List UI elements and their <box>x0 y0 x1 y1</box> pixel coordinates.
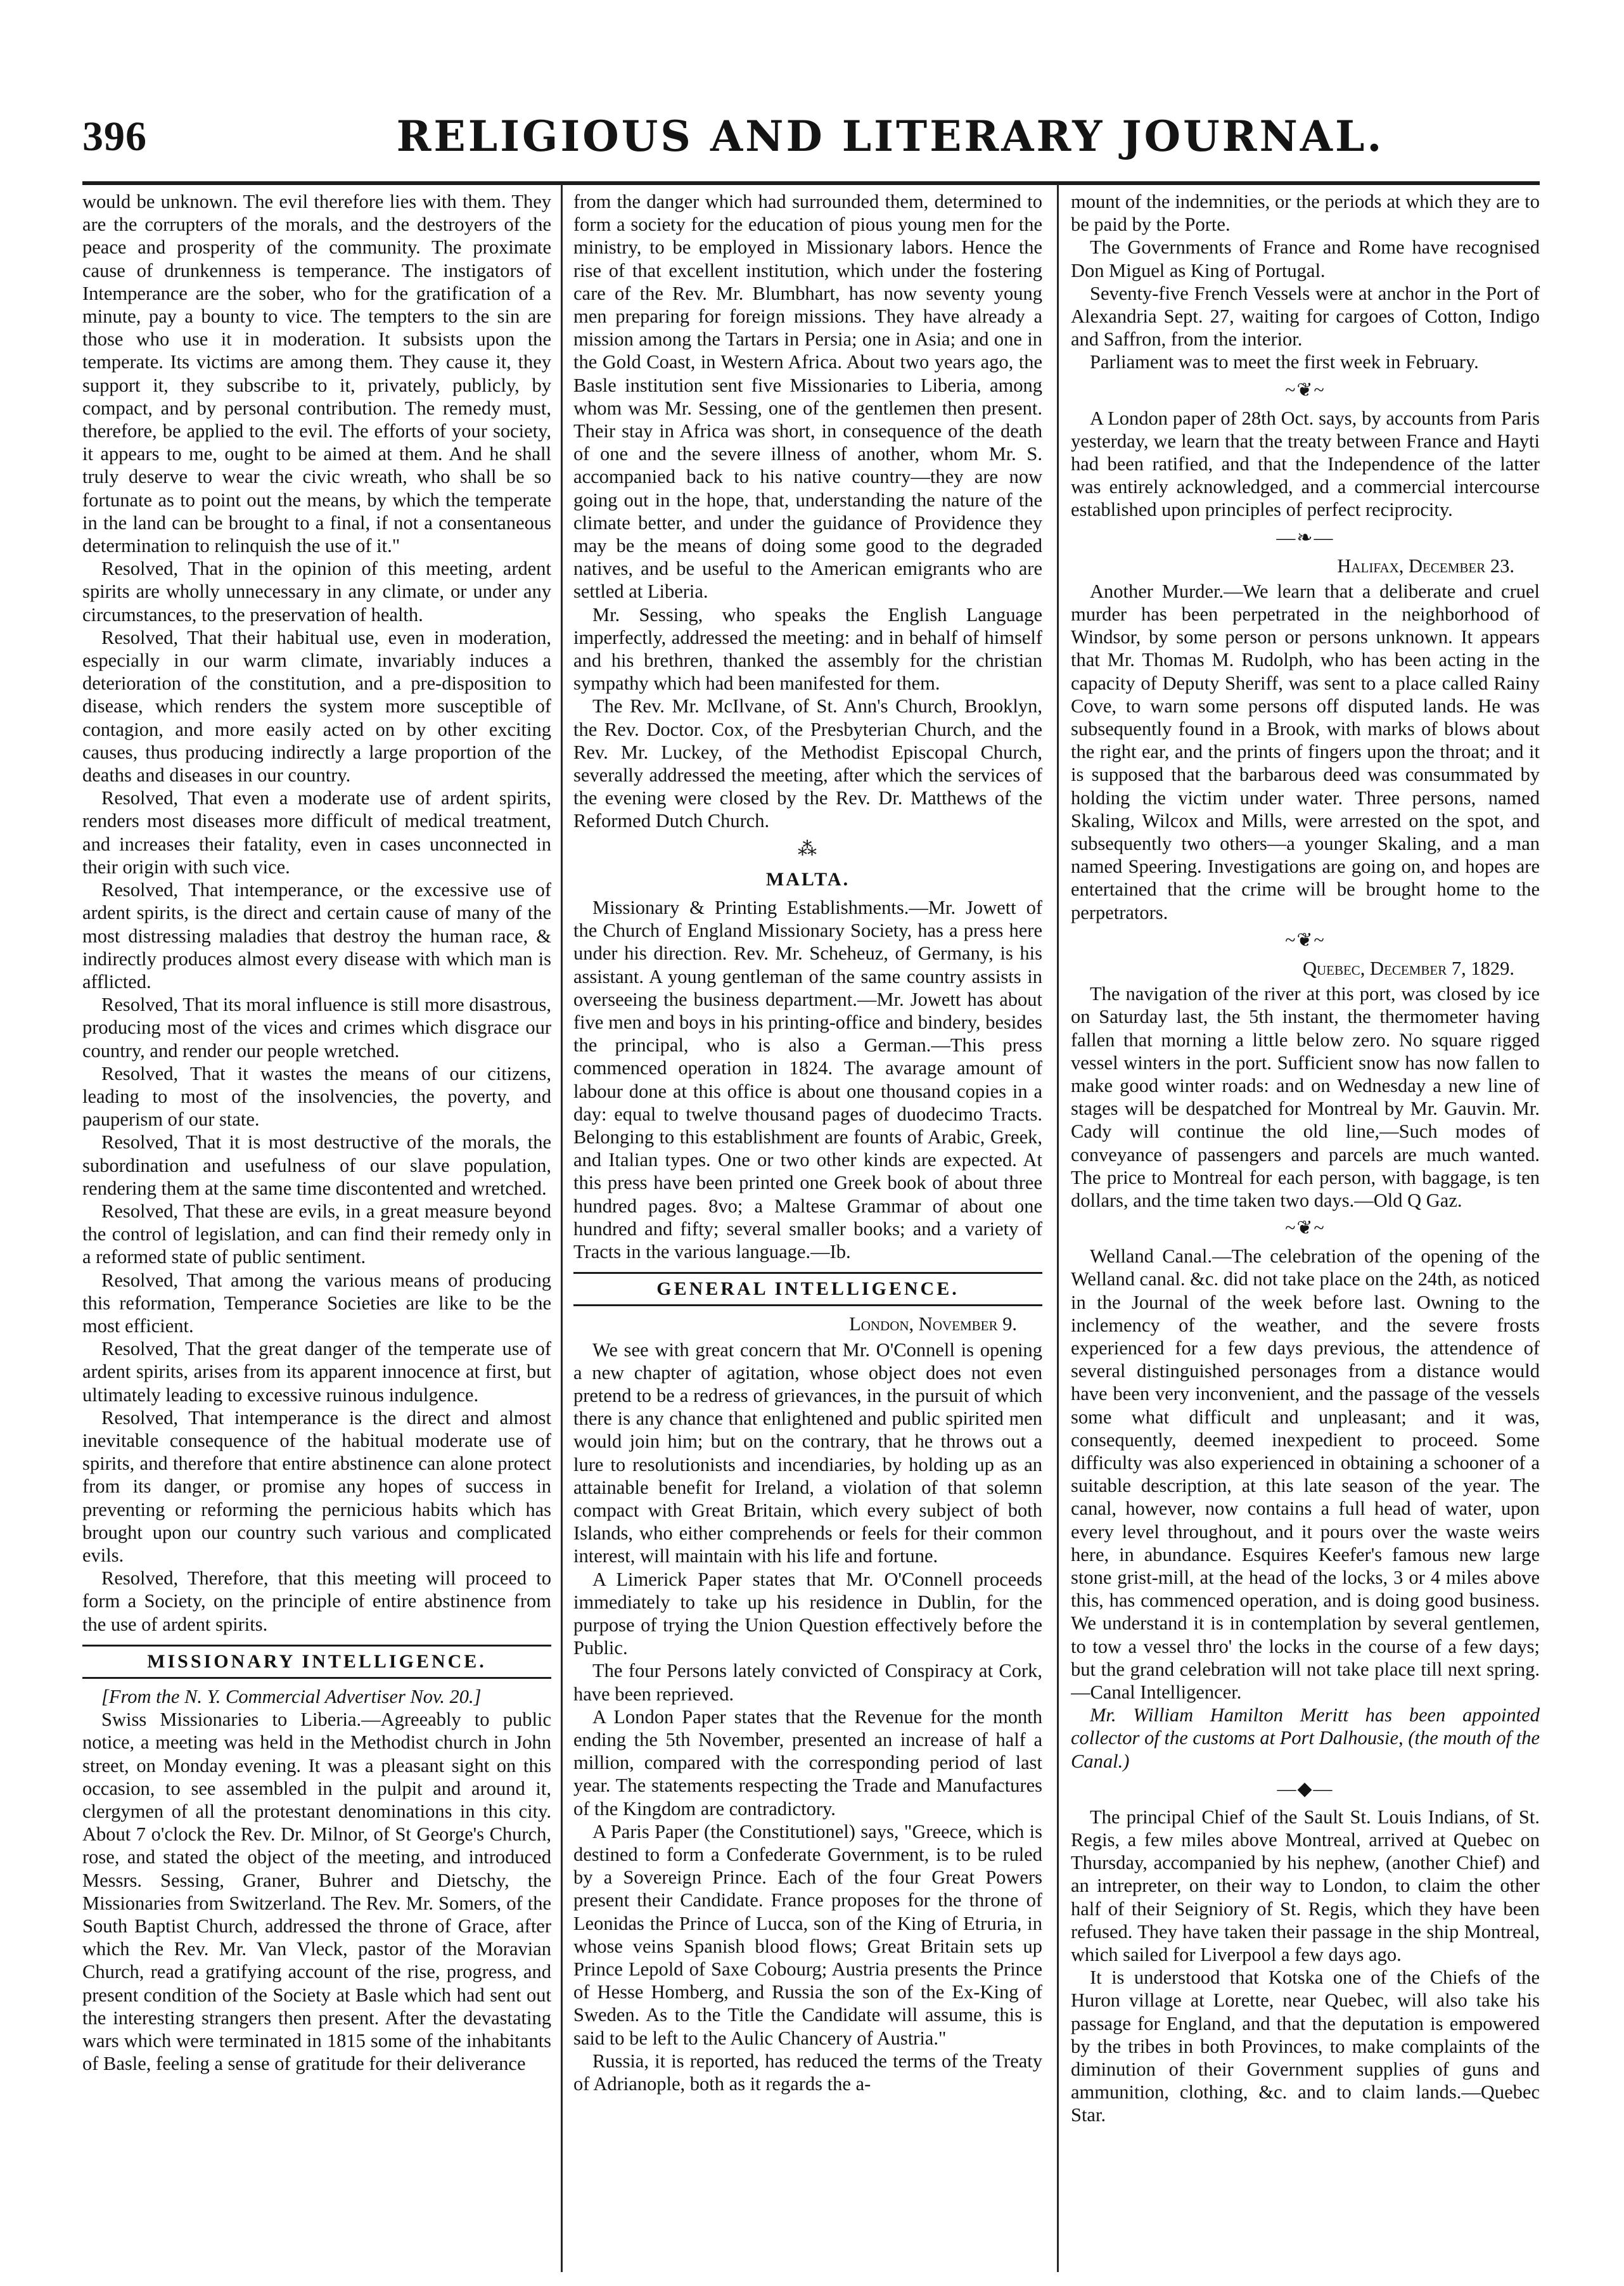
ornament-divider: ~❦~ <box>1285 379 1326 401</box>
column-separator <box>561 184 563 2272</box>
article-paragraph: from the danger which had surrounded them, determined to form a society for the education of pious young men for the ministry, to be employed in Missionary labors. Hence the rise of that excellent institution, which under the fostering care of the Rev. Mr. Blumbhart, has now seventy young men preparing for foreign missions. They have already a mission among the Tartars in Persia; one in Asia; and one in the Gold Coast, in Western Africa. About two years ago, the Basle institution sent five Missionaries to Liberia, among whom was Mr. Sessing, one of the gentlemen then present. Their stay in Africa was short, in consequence of the death of one and the severe illness of another, whom Mr. S. accompanied back to his native country—they are now going out in the hope, that, understanding the nature of the climate better, and under the guidance of Providence they may be the means of doing some good to the degraded natives, and be useful to the American emigrants who are settled at Liberia. <box>573 191 1042 603</box>
column-1 <box>82 190 551 2269</box>
article-paragraph: Seventy-five French Vessels were at anchor in the Port of Alexandria Sept. 27, waiting for cargoes of Cotton, Indigo and Saffron, from the interior. <box>1071 282 1540 350</box>
article-paragraph: A London paper of 28th Oct. says, by accounts from Paris yesterday, we learn that the treaty between France and Hayti had been ratified, and that the Independence of the latter was entirely acknowledged, and a commercial intercourse established upon principles of perfect reciprocity. <box>1071 407 1540 521</box>
article-paragraph: Welland Canal.—The celebration of the opening of the Welland canal. &c. did not take place on the 24th, as noticed in the Journal of the week before last. Owning to the inclemency of the weather, and the severe frosts experienced for a few days previous, the attendence of several distinguished personages from a distance would have been very inconvenient, and the passage of the vessels some what difficult and unpleasant; and it was, consequently, deemed inexpedient to proceed. Some difficulty was also experienced in obtaining a schooner of a suitable description, at this late season of the year. The canal, however, now contains a full head of water, upon every level throughout, and it pours over the waste weirs here, in abundance. Esquires Keefer's famous new large stone grist-mill, at the head of the locks, 3 or 4 miles above this, has commenced operation, and is doing good business. We understand it is in contemplation by several gentlemen, to tow a vessel thro' the locks in the course of a few days; but the grand celebration will not take place till next spring.—Canal Intelligencer. <box>1071 1245 1540 1703</box>
section-heading-malta: MALTA. <box>765 868 850 890</box>
ornament-divider: —❧— <box>1276 527 1334 548</box>
article-paragraph: The Governments of France and Rome have recognised Don Miguel as King of Portugal. <box>1071 236 1540 281</box>
resolution-paragraph: Resolved, That intemperance, or the excessive use of ardent spirits, is the direct and certain cause of many of the most distressing maladies that destroy the human race, & indirectly produces almost every disease with which man is afflicted. <box>82 879 551 992</box>
dateline: Halifax, December 23. <box>1337 555 1514 577</box>
resolution-paragraph: Resolved, That intemperance is the direct and almost inevitable consequence of the habitual moderate use of spirits, and therefore that entire abstinence can alone protect from its danger, or promise any hopes of success in preventing or reforming the pernicious habits which has brought upon our country such various and complicated evils. <box>82 1406 551 1566</box>
column-3 <box>1071 190 1540 2269</box>
article-paragraph: The navigation of the river at this port, was closed by ice on Saturday last, the 5th instant, the thermometer having fallen that morning a little below zero. No square rigged vessel winters in the port. Sufficient snow has now fallen to make good winter roads: and on Wednesday a new line of stages will be despatched for Montreal by Mr. Gauvin. Mr. Cady will continue the old line,—Such modes of conveyance of passengers and parcels are much wanted. The price to Montreal for each person, with baggage, is ten dollars, and the time taken two days.—Old Q Gaz. <box>1071 983 1540 1211</box>
article-paragraph: mount of the indemnities, or the periods at which they are to be paid by the Porte. <box>1071 191 1540 236</box>
article-paragraph: A Limerick Paper states that Mr. O'Connell proceeds immediately to take up his residence in Dublin, for the purpose of trying the Union Question effectively before the Public. <box>573 1568 1042 1659</box>
column-2 <box>573 190 1042 2269</box>
article-paragraph: Russia, it is reported, has reduced the terms of the Treaty of Adrianople, both as it regards the a- <box>573 2050 1042 2095</box>
section-heading-general: GENERAL INTELLIGENCE. <box>573 1272 1042 1306</box>
article-paragraph: Another Murder.—We learn that a deliberate and cruel murder has been perpetrated in the neighborhood of Windsor, by some person or persons unknown. It appears that Mr. Thomas M. Rudolph, who has been acting in the capacity of Deputy Sheriff, was sent to a place called Rainy Cove, to warn some persons off disputed lands. He was subsequently found in a Brook, with marks of blows about the right ear, and the prints of fingers upon the throat; and it is supposed that the barbarous deed was consummated by holding the victim under water. Three persons, named Skaling, Wilcox and Mills, were arrested on the spot, and subsequently two others—a younger Skaling, and a man named Speering. Investigations are going on, and hopes are entertained that the crime will be brought home to the perpetrators. <box>1071 580 1540 923</box>
article-paragraph: Mr. Sessing, who speaks the English Language imperfectly, addressed the meeting: and in behalf of himself and his brethren, thanked the assembly for the christian sympathy which had been manifested for them. <box>573 603 1042 695</box>
article-paragraph: The principal Chief of the Sault St. Louis Indians, of St. Regis, a few miles above Montreal, arrived at Quebec on Thursday, accompanied by his nephew, (another Chief) and an intrepreter, on their way to London, to claim the other half of their Seigniory of St. Regis, which they have been refused. They have taken their passage in the ship Montreal, which sailed for Liverpool a few days ago. <box>1071 1806 1540 1966</box>
resolution-paragraph: Resolved, That even a moderate use of ardent spirits, renders most diseases more difficult of medical treatment, and increases their fatality, even in cases unconnected in their origin with such vice. <box>82 787 551 878</box>
page-number: 396 <box>82 113 147 160</box>
ornament-divider: —◆— <box>1277 1778 1334 1799</box>
article-paragraph: would be unknown. The evil therefore lies with them. They are the corrupters of the morals, and the destroyers of the peace and prosperity of the community. The proximate cause of drunkenness is temperance. The instigators of Intemperance are the sober, who for the gratification of a minute, pay a bounty to vice. The tempters to the sin are those who use it in moderation. It subsists upon the temperate. Its victims are among them. They cause it, they support it, they subscribe to it, privately, publicly, by compact, and by personal contribution. The remedy must, therefore, be applied to the evil. The efforts of your society, it appears to me, ought to be aimed at them. And he shall truly deserve to wear the civic wreath, who shall be so fortunate as to point out the means, by which the temperate in the land can be brought to a final, if not a consentaneous determination to relinquish the use of it." <box>82 191 551 557</box>
ornament-divider: ⁂ <box>798 838 818 859</box>
column-separator <box>1057 184 1059 2272</box>
section-heading-missionary: MISSIONARY INTELLIGENCE. <box>82 1645 551 1679</box>
article-paragraph: The Rev. Mr. McIlvane, of St. Ann's Church, Brooklyn, the Rev. Doctor. Cox, of the Presbyterian Church, and the Rev. Mr. Luckey, of the Methodist Episcopal Church, severally addressed the meeting, after which the services of the evening were closed by the Rev. Dr. Matthews of the Reformed Dutch Church. <box>573 695 1042 832</box>
resolution-paragraph: Resolved, That in the opinion of this meeting, ardent spirits are wholly unnecessary in any climate, or under any circumstances, to the preservation of health. <box>82 558 551 626</box>
source-credit: [From the N. Y. Commercial Advertiser Nov. 20.] <box>101 1686 482 1707</box>
resolution-paragraph: Resolved, That it is most destructive of the morals, the subordination and usefulness of our slave population, rendering them at the same time discontented and wretched. <box>82 1131 551 1199</box>
article-paragraph: We see with great concern that Mr. O'Connell is opening a new chapter of agitation, whose object does not even pretend to be a redress of grievances, in the pursuit of which there is any chance that enlightened and public spirited men would join him; but on the contrary, that he throws out a lure to resolutionists and incendiaries, by holding up as an attainable benefit for Ireland, a violation of that solemn compact with Great Britain, which every subject of both Islands, who either comprehends or feels for their common interest, will maintain with his life and fortune. <box>573 1339 1042 1567</box>
article-paragraph: It is understood that Kotska one of the Chiefs of the Huron village at Lorette, near Quebec, will also take his passage for England, and that the deputation is empowered by the tribes in both Provinces, to make complaints of the diminution of their Government supplies of guns and ammunition, clothing, &c. and to claim lands.—Quebec Star. <box>1071 1967 1540 2126</box>
journal-title: RELIGIOUS AND LITERARY JOURNAL. <box>396 112 1384 161</box>
resolution-paragraph: Resolved, That these are evils, in a great measure beyond the control of legislation, and can find their remedy only in a reformed state of public sentiment. <box>82 1200 551 1268</box>
article-paragraph: Swiss Missionaries to Liberia.—Agreeably to public notice, a meeting was held in the Methodist church in John street, on Monday evening. It was a pleasant sight on this occasion, to see assembled in the pulpit and around it, clergymen of all the protestant denominations in this city. About 7 o'clock the Rev. Dr. Milnor, of St George's Church, rose, and stated the object of the meeting, and introduced Messrs. Sessing, Graner, Buhrer and Dietschy, the Missionaries from Switzerland. The Rev. Mr. Somers, of the South Baptist Church, addressed the throne of Grace, after which the Rev. Mr. Van Vleck, pastor of the Moravian Church, read a gratifying account of the rise, progress, and present condition of the Society at Basle which had sent out the interesting strangers then present. After the devastating wars which were terminated in 1815 some of the inhabitants of Basle, feeling a sense of gratitude for their deliverance <box>82 1709 551 2075</box>
ornament-divider: ~❦~ <box>1285 1217 1326 1239</box>
article-paragraph: Mr. William Hamilton Meritt has been appointed collector of the customs at Port Dalhousie, (the mouth of the Canal.) <box>1071 1704 1540 1772</box>
resolution-paragraph: Resolved, That its moral influence is still more disastrous, producing most of the vices and crimes which disgrace our country, and render our people wretched. <box>82 994 551 1062</box>
ornament-divider: ~❦~ <box>1285 929 1326 951</box>
article-paragraph: A Paris Paper (the Constitutionel) says, "Greece, which is destined to form a Confederate Government, is to be ruled by a Sovereign Prince. Each of the four Great Powers present their Candidate. France proposes for the throne of Leonidas the Prince of Lucca, son of the King of Etruria, in whose veins Spanish blood flows; Great Britain sets up Prince Lepold of Saxe Cobourg; Austria presents the Prince of Hesse Homberg, and Russia the son of the Ex-King of Sweden. As to the Title the Candidate will assume, this is said to be left to the Aulic Chancery of Austria." <box>573 1820 1042 2049</box>
resolution-paragraph: Resolved, That the great danger of the temperate use of ardent spirits, arises from its apparent innocence at first, but ultimately leading to excessive ruinous indulgence. <box>82 1338 551 1406</box>
resolution-paragraph: Resolved, Therefore, that this meeting will proceed to form a Society, on the principle of entire abstinence from the use of ardent spirits. <box>82 1567 551 1635</box>
dateline: Quebec, December 7, 1829. <box>1302 957 1514 979</box>
resolution-paragraph: Resolved, That among the various means of producing this reformation, Temperance Societies are like to be the most efficient. <box>82 1269 551 1337</box>
article-paragraph: A London Paper states that the Revenue for the month ending the 5th November, presented an increase of half a million, compared with the corresponding period of last year. The statements respecting the Trade and Manufactures of the Kingdom are contradictory. <box>573 1705 1042 1820</box>
article-paragraph: Parliament was to meet the first week in February. <box>1090 351 1479 373</box>
article-paragraph: The four Persons lately convicted of Conspiracy at Cork, have been reprieved. <box>573 1660 1042 1705</box>
header-rule <box>82 181 1540 185</box>
article-paragraph: Missionary & Printing Establishments.—Mr. Jowett of the Church of England Missionary Society, has a press here under his direction. Rev. Mr. Scheheuz, of Germany, is his assistant. A young gentleman of the same country assists in overseeing the business department.—Mr. Jowett has about five men and boys in his printing-office and bindery, besides the principal, who is also a German.—This press commenced operation in 1824. The avarage amount of labour done at this office is about one thousand copies in a day: equal to twelve thousand pages of duodecimo Tracts. Belonging to this establishment are founts of Arabic, Greek, and Italian types. One or two other kinds are expected. At this press have been printed one Greek book of about three hundred pages. 8vo; a Maltese Grammar of about one hundred and fifty; several smaller books; and a variety of Tracts in the various language.—Ib. <box>573 896 1042 1262</box>
masthead <box>82 113 1540 183</box>
resolution-paragraph: Resolved, That their habitual use, even in moderation, especially in our warm climate, invariably induces a deterioration of the constitution, and a pre-disposition to disease, which renders the system more susceptible of contagion, and more easily acted on by other exciting causes, thus producing indirectly a large proportion of the deaths and diseases in our country. <box>82 626 551 787</box>
resolution-paragraph: Resolved, That it wastes the means of our citizens, leading to most of the insolvencies, the poverty, and pauperism of our state. <box>82 1062 551 1131</box>
dateline: London, November 9. <box>849 1313 1017 1335</box>
